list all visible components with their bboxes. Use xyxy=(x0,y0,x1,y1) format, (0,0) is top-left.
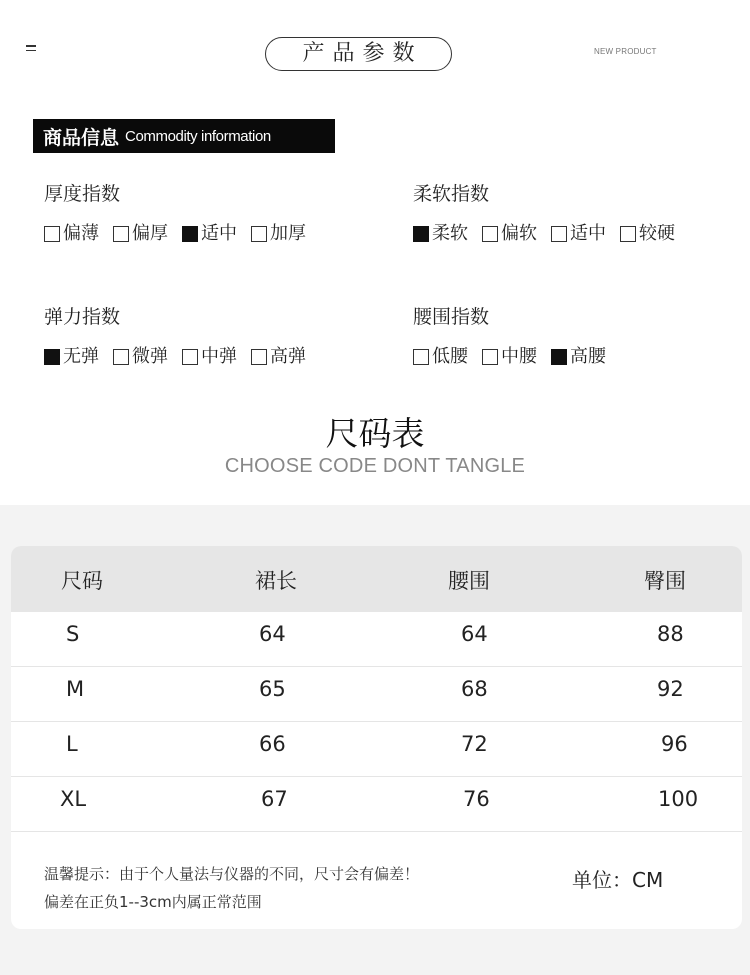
checkbox-icon xyxy=(620,226,636,242)
table-row xyxy=(11,612,742,667)
table-cell: XL xyxy=(60,787,87,811)
table-cell: M xyxy=(66,677,85,701)
table-row xyxy=(11,777,742,832)
table-cell: 65 xyxy=(259,677,286,701)
checkbox-checked-icon xyxy=(413,226,429,242)
table-cell: 96 xyxy=(661,732,688,756)
option-thin[interactable] xyxy=(44,223,99,245)
table-row xyxy=(11,667,742,722)
elasticity-index xyxy=(44,304,320,368)
size-table xyxy=(11,546,742,929)
option-label: 偏软 xyxy=(501,223,537,244)
table-header xyxy=(11,546,742,612)
option-medium-stretch[interactable] xyxy=(182,346,237,368)
option-label: 柔软 xyxy=(432,223,468,244)
option-label: 适中 xyxy=(201,223,237,244)
column-header-waist: 腰围 xyxy=(448,569,490,593)
option-label: 适中 xyxy=(570,223,606,244)
checkbox-icon xyxy=(551,226,567,242)
option-extra-thick[interactable] xyxy=(251,223,306,245)
table-cell: L xyxy=(66,732,78,756)
option-no-stretch[interactable] xyxy=(44,346,99,368)
page-title: 产品参数 xyxy=(265,37,452,71)
option-slight-stretch[interactable] xyxy=(113,346,168,368)
option-hard[interactable] xyxy=(620,223,675,245)
option-high-waist[interactable] xyxy=(551,346,606,368)
waist-index xyxy=(413,304,620,368)
checkbox-icon xyxy=(44,226,60,242)
commodity-info-banner xyxy=(33,119,335,153)
table-cell: 88 xyxy=(657,622,684,646)
option-slightly-soft[interactable] xyxy=(482,223,537,245)
index-title: 柔软指数 xyxy=(413,183,490,205)
table-cell: 67 xyxy=(261,787,288,811)
measurement-note: 温馨提示：由于个人量法与仪器的不同，尺寸会有偏差！ xyxy=(44,865,420,883)
checkbox-icon xyxy=(482,349,498,365)
table-cell: 64 xyxy=(461,622,488,646)
info-title-en: Commodity information xyxy=(125,127,271,145)
table-cell: 92 xyxy=(657,677,684,701)
option-medium[interactable] xyxy=(182,223,237,245)
table-cell: S xyxy=(66,622,80,646)
option-label: 较硬 xyxy=(639,223,675,244)
option-thick[interactable] xyxy=(113,223,168,245)
table-cell: 72 xyxy=(461,732,488,756)
info-title-zh: 商品信息 xyxy=(43,126,120,149)
option-high-stretch[interactable] xyxy=(251,346,306,368)
checkbox-checked-icon xyxy=(44,349,60,365)
checkbox-icon xyxy=(413,349,429,365)
table-cell: 100 xyxy=(658,787,699,811)
checkbox-checked-icon xyxy=(551,349,567,365)
option-label: 高腰 xyxy=(570,346,606,367)
size-chart-title: 尺码表 xyxy=(325,414,425,453)
index-title: 腰围指数 xyxy=(413,306,490,328)
option-low-waist[interactable] xyxy=(413,346,468,368)
option-label: 低腰 xyxy=(432,346,468,367)
table-cell: 66 xyxy=(259,732,286,756)
checkbox-icon xyxy=(182,349,198,365)
tolerance-note: 偏差在正负1--3cm内属正常范围 xyxy=(44,893,262,911)
column-header-length: 裙长 xyxy=(255,569,297,593)
index-title: 厚度指数 xyxy=(44,183,121,205)
option-moderate[interactable] xyxy=(551,223,606,245)
checkbox-icon xyxy=(251,349,267,365)
size-chart-subtitle: CHOOSE CODE DONT TANGLE xyxy=(224,455,526,477)
new-product-badge: NEW PRODUCT xyxy=(594,47,657,56)
checkbox-icon xyxy=(482,226,498,242)
index-title: 弹力指数 xyxy=(44,306,121,328)
option-label: 加厚 xyxy=(270,223,306,244)
menu-icon[interactable] xyxy=(26,45,36,55)
table-cell: 68 xyxy=(461,677,488,701)
softness-index xyxy=(413,181,689,245)
checkbox-icon xyxy=(251,226,267,242)
option-soft[interactable] xyxy=(413,223,468,245)
unit-label: 单位：CM xyxy=(572,868,664,892)
column-header-hip: 臀围 xyxy=(644,569,686,593)
option-label: 中腰 xyxy=(501,346,537,367)
option-label: 偏薄 xyxy=(63,223,99,244)
column-header-size: 尺码 xyxy=(61,569,103,593)
option-label: 偏厚 xyxy=(132,223,168,244)
table-cell: 76 xyxy=(463,787,490,811)
option-label: 微弹 xyxy=(132,346,168,367)
option-label: 中弹 xyxy=(201,346,237,367)
option-label: 高弹 xyxy=(270,346,306,367)
checkbox-checked-icon xyxy=(182,226,198,242)
thickness-index xyxy=(44,181,320,245)
option-mid-waist[interactable] xyxy=(482,346,537,368)
table-row xyxy=(11,722,742,777)
table-cell: 64 xyxy=(259,622,286,646)
option-label: 无弹 xyxy=(63,346,99,367)
checkbox-icon xyxy=(113,349,129,365)
checkbox-icon xyxy=(113,226,129,242)
